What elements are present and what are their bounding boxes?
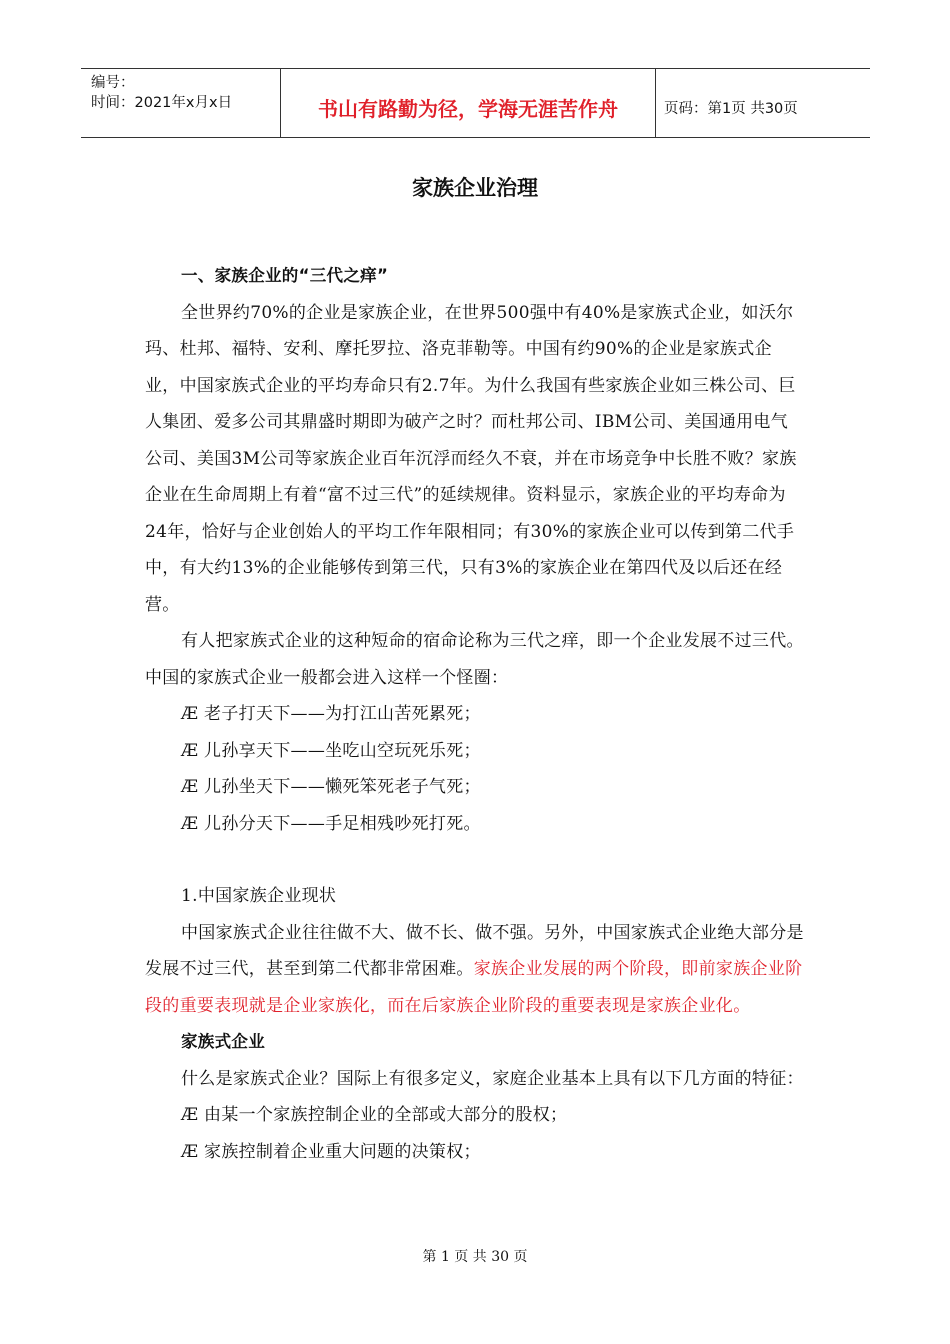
subsection-heading: 1.中国家族企业现状 [181,886,337,906]
header-page-info: 页码：第1页 共30页 [664,100,798,117]
list-item: Æ 老子打天下——为打江山苦死累死； [181,704,481,724]
page-header [81,68,870,138]
header-motto: 书山有路勤为径，学海无涯苦作舟 [281,69,656,137]
code-label: 编号： [91,75,135,91]
section-heading: 家族式企业 [181,1032,265,1051]
highlighted-text: 家族企业发展的两个阶段，即前家族企业阶段的重要表现就是企业家族化，而在后家族企业阶段的重要表现是家族企业化。 [145,959,803,1016]
paragraph: 全世界约70%的企业是家族企业，在世界500强中有40%是家族式企业，如沃尔玛、杜邦、福特、安利、摩托罗拉、洛克菲勒等。中国有约90%的企业是家族式企业，中国家族式企业的平均寿命只有2.7年。为什么我国有些家族企业如三株公司、巨人集团、爱多公司其鼎盛时期即为破产之时？而杜邦公司、IBM公司、美国通用电气公司、美国3M公司等家族企业百年沉浮而经久不衰，并在市场竞争中长胜不败？家族企业在生命周期上有着“富不过三代”的延续规律。资料显示，家族企业的平均寿命为24年，恰好与企业创始人的平均工作年限相同；有30%的家族企业可以传到第二代手中，有大约13%的企业能够传到第三代，只有3%的家族企业在第四代及以后还在经营。 [145,302,797,615]
spacer [145,842,805,878]
list-item: Æ 由某一个家族控制企业的全部或大部分的股权； [181,1105,568,1125]
list-item: Æ 家族控制着企业重大问题的决策权； [181,1141,481,1162]
list-item: Æ 儿孙享天下——坐吃山空玩死乐死； [181,740,481,761]
paragraph: 有人把家族式企业的这种短命的宿命论称为三代之痒，即一个企业发展不过三代。中国的家族式企业一般都会进入这样一个怪圈： [145,631,804,688]
paragraph: 什么是家族式企业？国际上有很多定义，家庭企业基本上具有以下几方面的特征： [181,1068,804,1089]
date-label: 时间：2021年x月x日 [91,95,233,111]
paragraph-text: 中国家族式企业往往做不大、做不长、做不强。另外，中国家族式企业绝大部分是发展不过三代，甚至到第二代都非常困难。 [145,922,804,979]
document-title: 家族企业治理 [412,176,538,200]
document-body [145,258,805,1170]
section-heading: 一、家族企业的“三代之痒” [181,266,389,285]
header-meta [81,69,281,137]
list-item: Æ 儿孙分天下——手足相残吵死打死。 [181,813,481,834]
page-footer: 第 1 页 共 30 页 [422,1249,528,1265]
list-item: Æ 儿孙坐天下——懒死笨死老子气死； [181,777,481,797]
paragraph [145,915,805,1025]
